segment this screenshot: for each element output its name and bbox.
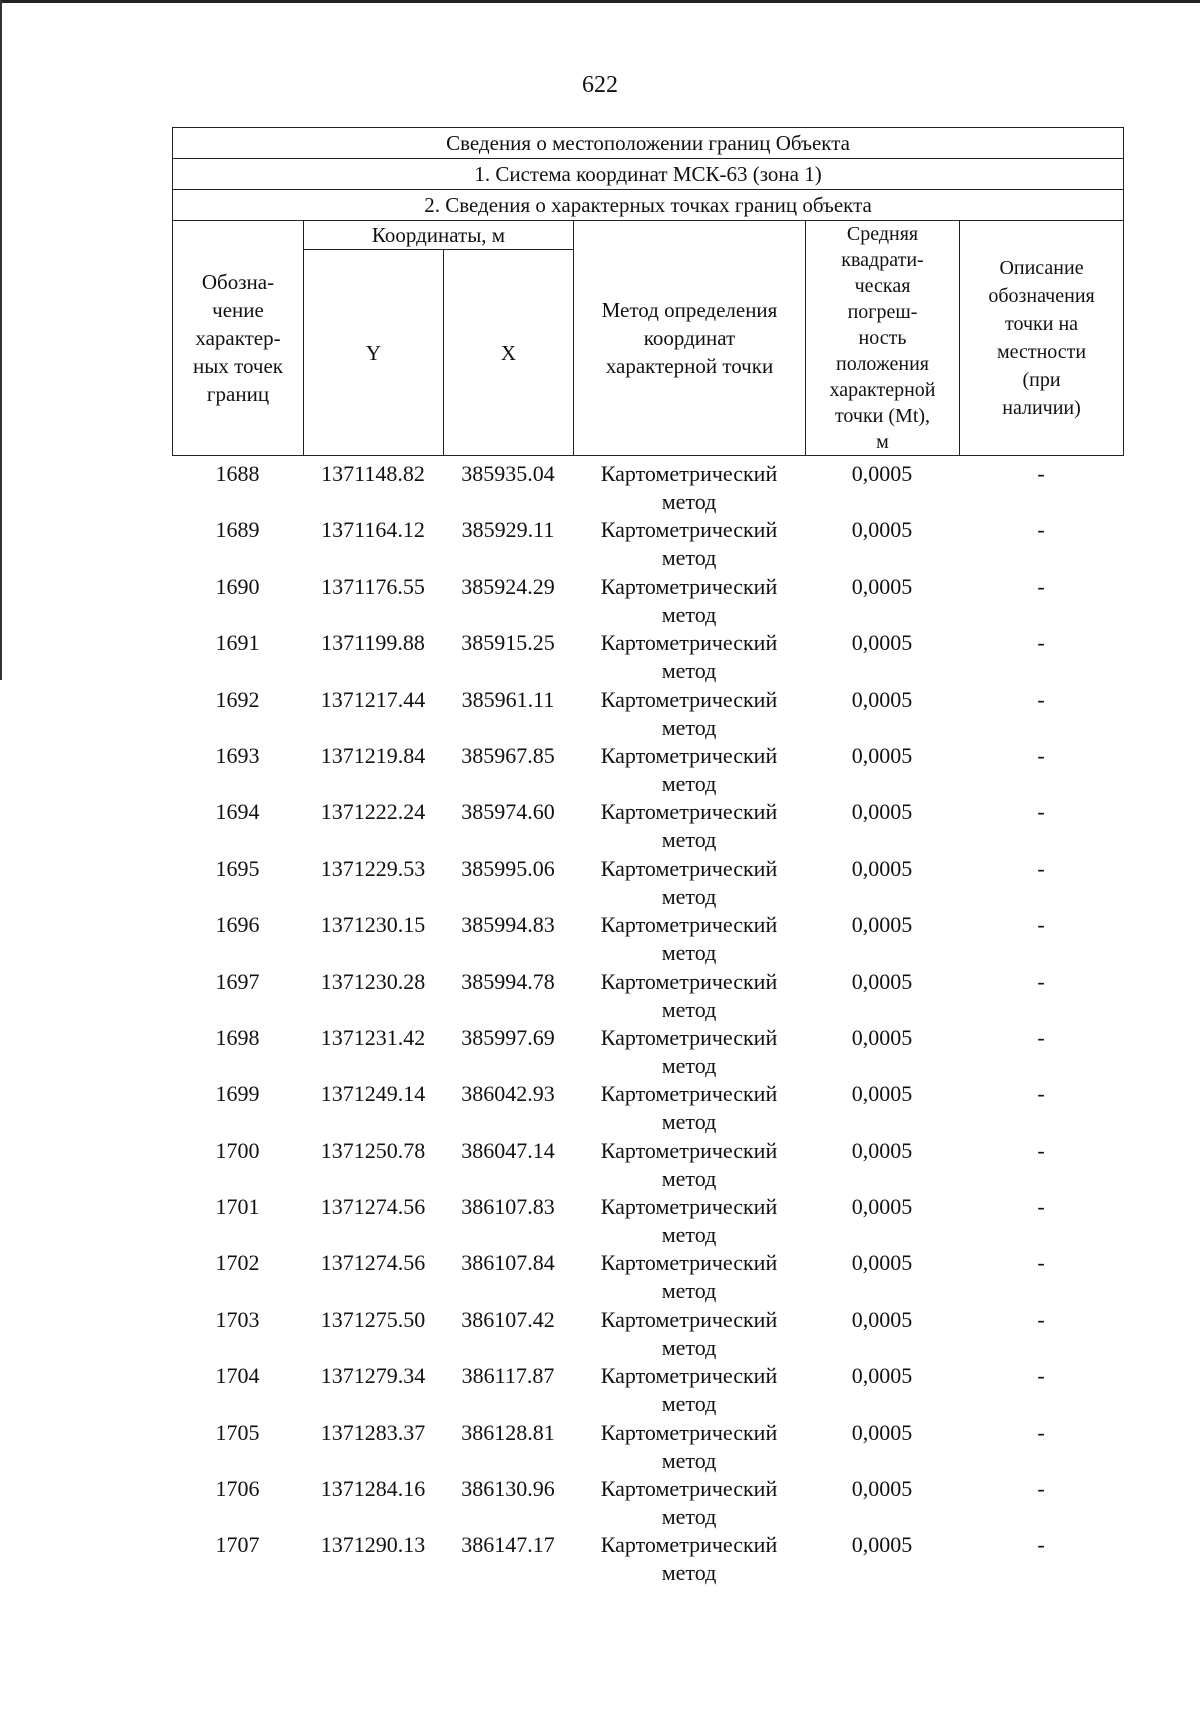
method: Картометрический метод — [600, 1250, 778, 1304]
description: - — [1037, 855, 1045, 881]
method: Картометрический метод — [600, 1419, 778, 1473]
description: - — [1037, 1306, 1045, 1332]
column-x: X — [444, 250, 574, 456]
error-value: 0,0005 — [851, 1476, 913, 1502]
method: Картометрический метод — [600, 686, 778, 740]
coord-x: 386107.84 — [461, 1250, 555, 1276]
error-value: 0,0005 — [851, 573, 913, 599]
point-id: 1706 — [215, 1476, 260, 1502]
point-id: 1707 — [215, 1532, 260, 1558]
error-value: 0,0005 — [851, 1306, 913, 1332]
point-id: 1703 — [215, 1306, 260, 1332]
method: Картометрический метод — [600, 1532, 778, 1586]
table-row — [172, 851, 1123, 907]
error-value: 0,0005 — [851, 630, 913, 656]
point-id: 1702 — [215, 1250, 260, 1276]
coord-y: 1371283.37 — [320, 1419, 426, 1445]
error-value: 0,0005 — [851, 1250, 913, 1276]
section-title: 2. Сведения о характерных точках границ объекта — [173, 190, 1124, 221]
description: - — [1037, 799, 1045, 825]
point-id: 1688 — [215, 461, 260, 486]
error-value: 0,0005 — [851, 1081, 913, 1107]
coord-x: 386047.14 — [461, 1137, 555, 1163]
table-row — [172, 1302, 1123, 1358]
point-id: 1696 — [215, 912, 260, 938]
table-row — [172, 512, 1123, 571]
table-title: Сведения о местоположении границ Объекта — [173, 128, 1124, 159]
coord-x: 385929.11 — [461, 517, 555, 543]
point-id: 1694 — [215, 799, 260, 825]
description: - — [1037, 742, 1045, 768]
coord-y: 1371250.78 — [320, 1137, 426, 1163]
table-row — [172, 1358, 1123, 1417]
description: - — [1037, 1137, 1045, 1163]
coord-x: 386130.96 — [461, 1476, 555, 1502]
coord-x: 385924.29 — [461, 573, 555, 599]
coord-x: 386042.93 — [461, 1081, 555, 1107]
scan-edge-top — [0, 0, 1200, 3]
error-value: 0,0005 — [851, 742, 913, 768]
table-row — [172, 456, 1123, 512]
table-row — [172, 1020, 1123, 1076]
table-row — [172, 964, 1123, 1020]
method: Картометрический метод — [600, 1137, 778, 1191]
description: - — [1037, 573, 1045, 599]
description: - — [1037, 1194, 1045, 1220]
method: Картометрический метод — [600, 742, 778, 796]
table-row — [172, 625, 1123, 684]
description: - — [1037, 686, 1045, 712]
description: - — [1037, 968, 1045, 994]
coord-x: 385967.85 — [461, 742, 555, 768]
method: Картометрический метод — [600, 855, 778, 909]
coord-y: 1371148.82 — [321, 461, 425, 486]
column-description: Описание обозначения точки на местности (при наличии) — [960, 221, 1124, 456]
table-row — [172, 1189, 1123, 1248]
table-row — [172, 1471, 1123, 1530]
method: Картометрический метод — [600, 630, 778, 684]
coord-y: 1371274.56 — [320, 1250, 426, 1276]
error-value: 0,0005 — [851, 1137, 913, 1163]
coord-x: 385915.25 — [461, 630, 555, 656]
coord-y: 1371230.28 — [320, 968, 426, 994]
method: Картометрический метод — [600, 912, 778, 966]
description: - — [1037, 461, 1045, 486]
point-id: 1700 — [215, 1137, 260, 1163]
coord-x: 385997.69 — [461, 1024, 555, 1050]
method: Картометрический метод — [600, 573, 778, 627]
point-id: 1692 — [215, 686, 260, 712]
scan-edge-left — [0, 0, 2, 680]
coord-y: 1371164.12 — [321, 517, 425, 543]
table-row — [172, 794, 1123, 853]
coord-x: 385974.60 — [461, 799, 555, 825]
method: Картометрический метод — [600, 517, 778, 571]
coord-y: 1371219.84 — [320, 742, 426, 768]
coordinates-sheet — [172, 127, 1123, 1584]
description: - — [1037, 912, 1045, 938]
error-value: 0,0005 — [851, 855, 913, 881]
point-id: 1695 — [215, 855, 260, 881]
point-id: 1705 — [215, 1419, 260, 1445]
description: - — [1037, 1024, 1045, 1050]
coord-y: 1371222.24 — [320, 799, 426, 825]
method: Картометрический метод — [600, 461, 778, 514]
method: Картометрический метод — [600, 1024, 778, 1078]
coord-x: 386128.81 — [461, 1419, 555, 1445]
column-method: Метод определения координат характерной точки — [574, 221, 806, 456]
coord-x: 385961.11 — [461, 686, 555, 712]
point-id: 1698 — [215, 1024, 260, 1050]
point-id: 1690 — [215, 573, 260, 599]
coordinate-system: 1. Система координат МСК-63 (зона 1) — [173, 159, 1124, 190]
coord-y: 1371229.53 — [320, 855, 426, 881]
coord-x: 385935.04 — [461, 461, 555, 486]
table-row — [172, 569, 1123, 625]
point-id: 1691 — [215, 630, 260, 656]
table-row — [172, 1133, 1123, 1189]
coord-x: 386107.42 — [461, 1306, 555, 1332]
column-coordinates: Координаты, м — [304, 221, 574, 250]
method: Картометрический метод — [600, 1081, 778, 1135]
method: Картометрический метод — [600, 968, 778, 1022]
description: - — [1037, 1476, 1045, 1502]
method: Картометрический метод — [600, 1476, 778, 1530]
coord-x: 385995.06 — [461, 855, 555, 881]
coord-y: 1371176.55 — [321, 573, 425, 599]
point-id: 1704 — [215, 1363, 260, 1389]
description: - — [1037, 630, 1045, 656]
page-number: 622 — [582, 72, 618, 98]
description: - — [1037, 1250, 1045, 1276]
point-id: 1689 — [215, 517, 260, 543]
error-value: 0,0005 — [851, 517, 913, 543]
table-row — [172, 682, 1123, 738]
coord-y: 1371290.13 — [320, 1532, 426, 1558]
table-row — [172, 1245, 1123, 1304]
error-value: 0,0005 — [851, 799, 913, 825]
column-y: Y — [304, 250, 444, 456]
coord-y: 1371217.44 — [320, 686, 426, 712]
description: - — [1037, 517, 1045, 543]
coord-x: 385994.83 — [461, 912, 555, 938]
table-row — [172, 907, 1123, 966]
coord-x: 386107.83 — [461, 1194, 555, 1220]
coord-x: 385994.78 — [461, 968, 555, 994]
table-row — [172, 1415, 1123, 1471]
coord-y: 1371249.14 — [320, 1081, 426, 1107]
method: Картометрический метод — [600, 1306, 778, 1360]
table-row — [172, 1527, 1123, 1586]
coord-y: 1371230.15 — [320, 912, 426, 938]
error-value: 0,0005 — [851, 461, 913, 486]
point-id: 1699 — [215, 1081, 260, 1107]
coord-y: 1371284.16 — [320, 1476, 426, 1502]
method: Картометрический метод — [600, 1194, 778, 1248]
table-row — [172, 738, 1123, 794]
point-id: 1693 — [215, 742, 260, 768]
header-table — [172, 127, 1124, 456]
error-value: 0,0005 — [851, 968, 913, 994]
error-value: 0,0005 — [851, 1024, 913, 1050]
description: - — [1037, 1532, 1045, 1558]
coord-x: 386147.17 — [461, 1532, 555, 1558]
description: - — [1037, 1363, 1045, 1389]
error-value: 0,0005 — [851, 686, 913, 712]
description: - — [1037, 1419, 1045, 1445]
error-value: 0,0005 — [851, 1194, 913, 1220]
method: Картометрический метод — [600, 1363, 778, 1417]
description: - — [1037, 1081, 1045, 1107]
column-error: Средняя квадрати- ческая погреш- ность положения характерной точки (Mt), м — [806, 221, 960, 456]
error-value: 0,0005 — [851, 1419, 913, 1445]
point-id: 1701 — [215, 1194, 260, 1220]
coord-y: 1371279.34 — [320, 1363, 426, 1389]
error-value: 0,0005 — [851, 912, 913, 938]
coord-x: 386117.87 — [461, 1363, 555, 1389]
coord-y: 1371274.56 — [320, 1194, 426, 1220]
error-value: 0,0005 — [851, 1532, 913, 1558]
point-id: 1697 — [215, 968, 260, 994]
column-designation: Обозна- чение характер- ных точек границ — [173, 221, 304, 456]
coord-y: 1371199.88 — [321, 630, 425, 656]
points-list — [172, 456, 1123, 1584]
coord-y: 1371275.50 — [320, 1306, 426, 1332]
error-value: 0,0005 — [851, 1363, 913, 1389]
table-row — [172, 1076, 1123, 1135]
method: Картометрический метод — [600, 799, 778, 853]
coord-y: 1371231.42 — [320, 1024, 426, 1050]
